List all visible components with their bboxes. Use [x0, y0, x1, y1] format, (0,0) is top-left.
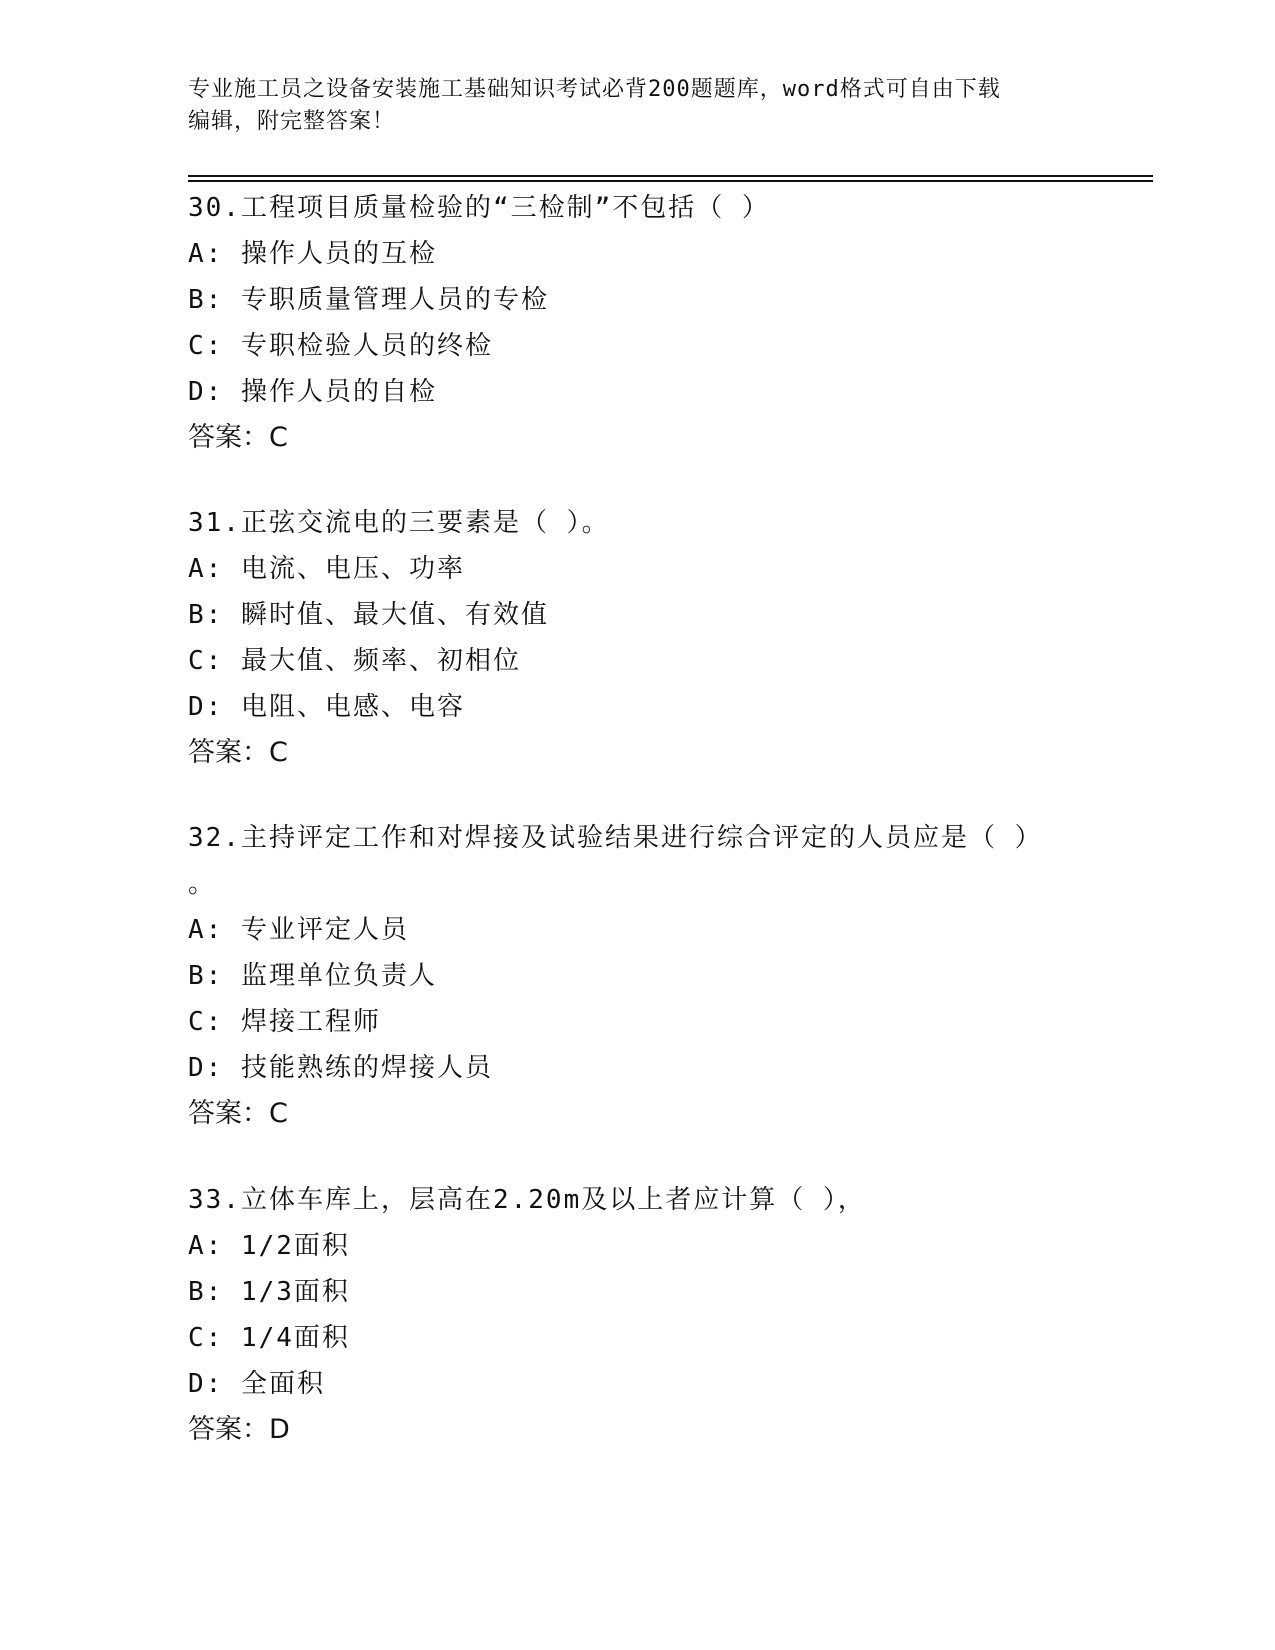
option-b: B: 1/3面积 [188, 1277, 350, 1307]
option-a: A: 操作人员的互检 [188, 239, 437, 269]
option-c: C: 最大值、频率、初相位 [188, 646, 521, 676]
option-d: D: 操作人员的自检 [188, 377, 437, 407]
question-32 [188, 815, 1088, 1137]
question-text: 31.正弦交流电的三要素是（ ）。 [188, 508, 610, 538]
option-b: B: 监理单位负责人 [188, 961, 437, 991]
header-divider-bottom [188, 180, 1153, 182]
document-header [188, 74, 1088, 138]
answer-text: 答案：C [188, 737, 288, 768]
option-c: C: 焊接工程师 [188, 1007, 381, 1037]
question-31 [188, 500, 1088, 776]
header-divider-top [188, 175, 1153, 177]
answer-text: 答案：C [188, 1098, 288, 1129]
option-d: D: 技能熟练的焊接人员 [188, 1053, 493, 1083]
question-text: 33.立体车库上，层高在2.20m及以上者应计算（ ）， [188, 1185, 866, 1215]
question-30 [188, 185, 1088, 461]
header-line-1: 专业施工员之设备安装施工基础知识考试必背200题题库，word格式可自由下载 [188, 77, 1001, 102]
option-c: C: 专职检验人员的终检 [188, 331, 493, 361]
header-line-2: 编辑，附完整答案！ [188, 109, 396, 134]
question-text: 32.主持评定工作和对焊接及试验结果进行综合评定的人员应是（ ） [188, 823, 1043, 853]
option-b: B: 瞬时值、最大值、有效值 [188, 600, 549, 630]
option-d: D: 全面积 [188, 1369, 325, 1399]
answer-text: 答案：C [188, 422, 288, 453]
option-a: A: 1/2面积 [188, 1231, 350, 1261]
question-text-continuation: 。 [188, 869, 215, 899]
answer-text: 答案：D [188, 1414, 290, 1445]
option-a: A: 电流、电压、功率 [188, 554, 465, 584]
question-text: 30.工程项目质量检验的“三检制”不包括（ ） [188, 193, 770, 223]
option-c: C: 1/4面积 [188, 1323, 350, 1353]
question-33 [188, 1177, 1088, 1453]
option-d: D: 电阻、电感、电容 [188, 692, 465, 722]
option-a: A: 专业评定人员 [188, 915, 409, 945]
option-b: B: 专职质量管理人员的专检 [188, 285, 549, 315]
